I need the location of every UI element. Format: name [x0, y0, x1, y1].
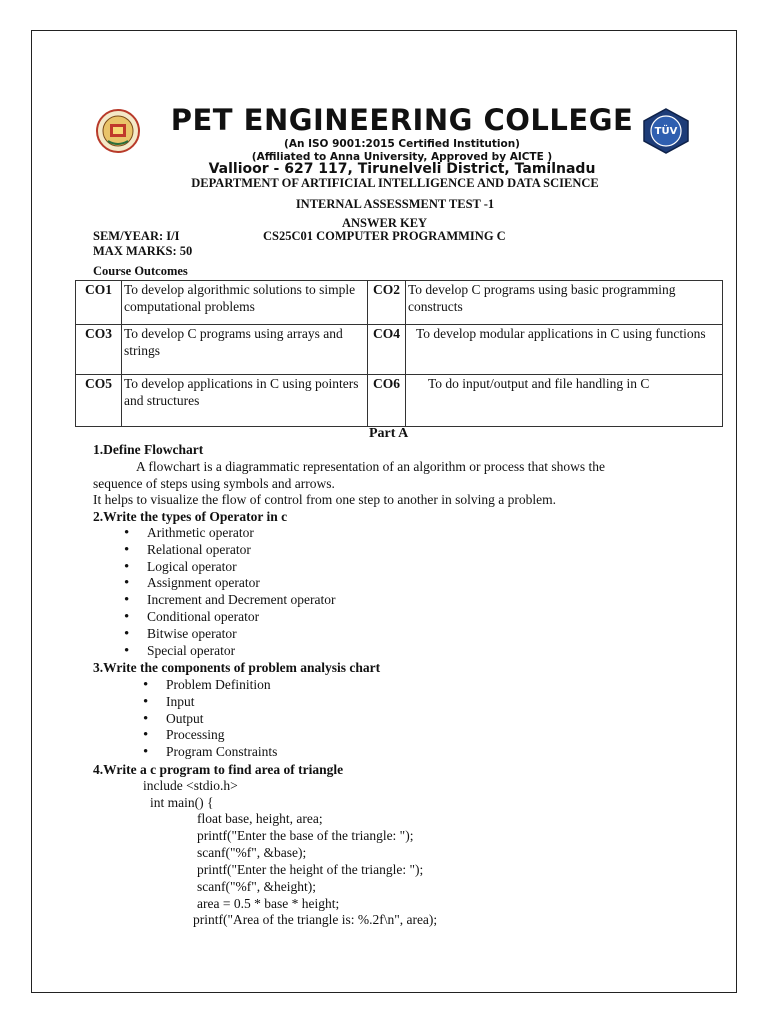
- department-title: DEPARTMENT OF ARTIFICIAL INTELLIGENCE AND DATA SCIENCE: [191, 176, 599, 190]
- test-title: INTERNAL ASSESSMENT TEST -1: [295, 197, 495, 211]
- table-row: [76, 281, 723, 325]
- college-name: PET ENGINEERING COLLEGE: [170, 103, 634, 137]
- code-line: scanf("%f", &height);: [197, 879, 316, 894]
- iso-line: (An ISO 9001:2015 Certified Institution): [284, 138, 520, 150]
- co-description: To develop modular applications in C using functions: [406, 325, 723, 375]
- code-line: int main() {: [150, 795, 214, 810]
- list-item: • Logical operator: [147, 559, 336, 576]
- answer-key-title: ANSWER KEY: [342, 216, 428, 230]
- max-marks: MAX MARKS: 50: [93, 244, 193, 258]
- list-item: • Relational operator: [147, 542, 336, 559]
- co-code: CO6: [368, 375, 406, 427]
- co-code: CO4: [368, 325, 406, 375]
- operator-types-list: [147, 525, 336, 659]
- part-a-title: Part A: [369, 426, 409, 441]
- course-outcomes-table: [75, 280, 723, 427]
- co-code: CO2: [368, 281, 406, 325]
- list-item: • Conditional operator: [147, 609, 336, 626]
- list-item: • Output: [166, 711, 277, 728]
- college-crest-icon: [94, 107, 142, 155]
- question-1-heading: 1.Define Flowchart: [93, 442, 204, 457]
- list-item: • Assignment operator: [147, 575, 336, 592]
- co-description: To develop C programs using basic programming constructs: [406, 281, 723, 325]
- co-code: CO3: [76, 325, 122, 375]
- list-item: • Bitwise operator: [147, 626, 336, 643]
- code-line: printf("Enter the height of the triangle: ");: [197, 862, 424, 877]
- question-2-heading: 2.Write the types of Operator in c: [93, 509, 288, 524]
- code-line: float base, height, area;: [197, 811, 323, 826]
- tuv-logo-text: TÜV: [654, 126, 678, 137]
- address-line: Vallioor - 627 117, Tirunelveli District, Tamilnadu: [208, 161, 596, 177]
- list-item: • Special operator: [147, 643, 336, 660]
- co-description: To develop applications in C using pointers and structures: [122, 375, 368, 427]
- answer-text: It helps to visualize the flow of control from one step to another in solving a problem.: [93, 492, 557, 507]
- answer-text: sequence of steps using symbols and arrows.: [93, 476, 335, 491]
- co-description: To develop algorithmic solutions to simple computational problems: [122, 281, 368, 325]
- table-row: [76, 375, 723, 427]
- list-item: • Processing: [166, 727, 277, 744]
- code-line: include <stdio.h>: [143, 778, 238, 793]
- affiliation-line: (Affiliated to Anna University, Approved by AICTE ): [251, 151, 553, 163]
- table-row: [76, 325, 723, 375]
- course-code-title: CS25C01 COMPUTER PROGRAMMING C: [263, 229, 506, 243]
- code-line: area = 0.5 * base * height;: [197, 896, 340, 911]
- code-line: printf("Enter the base of the triangle: ");: [197, 828, 414, 843]
- course-outcomes-heading: Course Outcomes: [93, 264, 188, 278]
- co-code: CO5: [76, 375, 122, 427]
- letterhead: [90, 105, 700, 175]
- co-code: CO1: [76, 281, 122, 325]
- list-item: • Arithmetic operator: [147, 525, 336, 542]
- question-3-heading: 3.Write the components of problem analysis chart: [93, 660, 381, 675]
- sem-year: SEM/YEAR: I/I: [93, 229, 180, 243]
- problem-analysis-list: [166, 677, 277, 761]
- code-line: scanf("%f", &base);: [197, 845, 307, 860]
- co-description: To develop C programs using arrays and strings: [122, 325, 368, 375]
- list-item: • Input: [166, 694, 277, 711]
- co-description: To do input/output and file handling in C: [406, 375, 723, 427]
- list-item: • Problem Definition: [166, 677, 277, 694]
- list-item: • Increment and Decrement operator: [147, 592, 336, 609]
- code-line: printf("Area of the triangle is: %.2f\n", area);: [193, 912, 438, 927]
- question-4-heading: 4.Write a c program to find area of triangle: [93, 762, 344, 777]
- tuv-certification-logo: [640, 107, 692, 155]
- list-item: • Program Constraints: [166, 744, 277, 761]
- answer-text: A flowchart is a diagrammatic representation of an algorithm or process that shows the: [136, 459, 605, 474]
